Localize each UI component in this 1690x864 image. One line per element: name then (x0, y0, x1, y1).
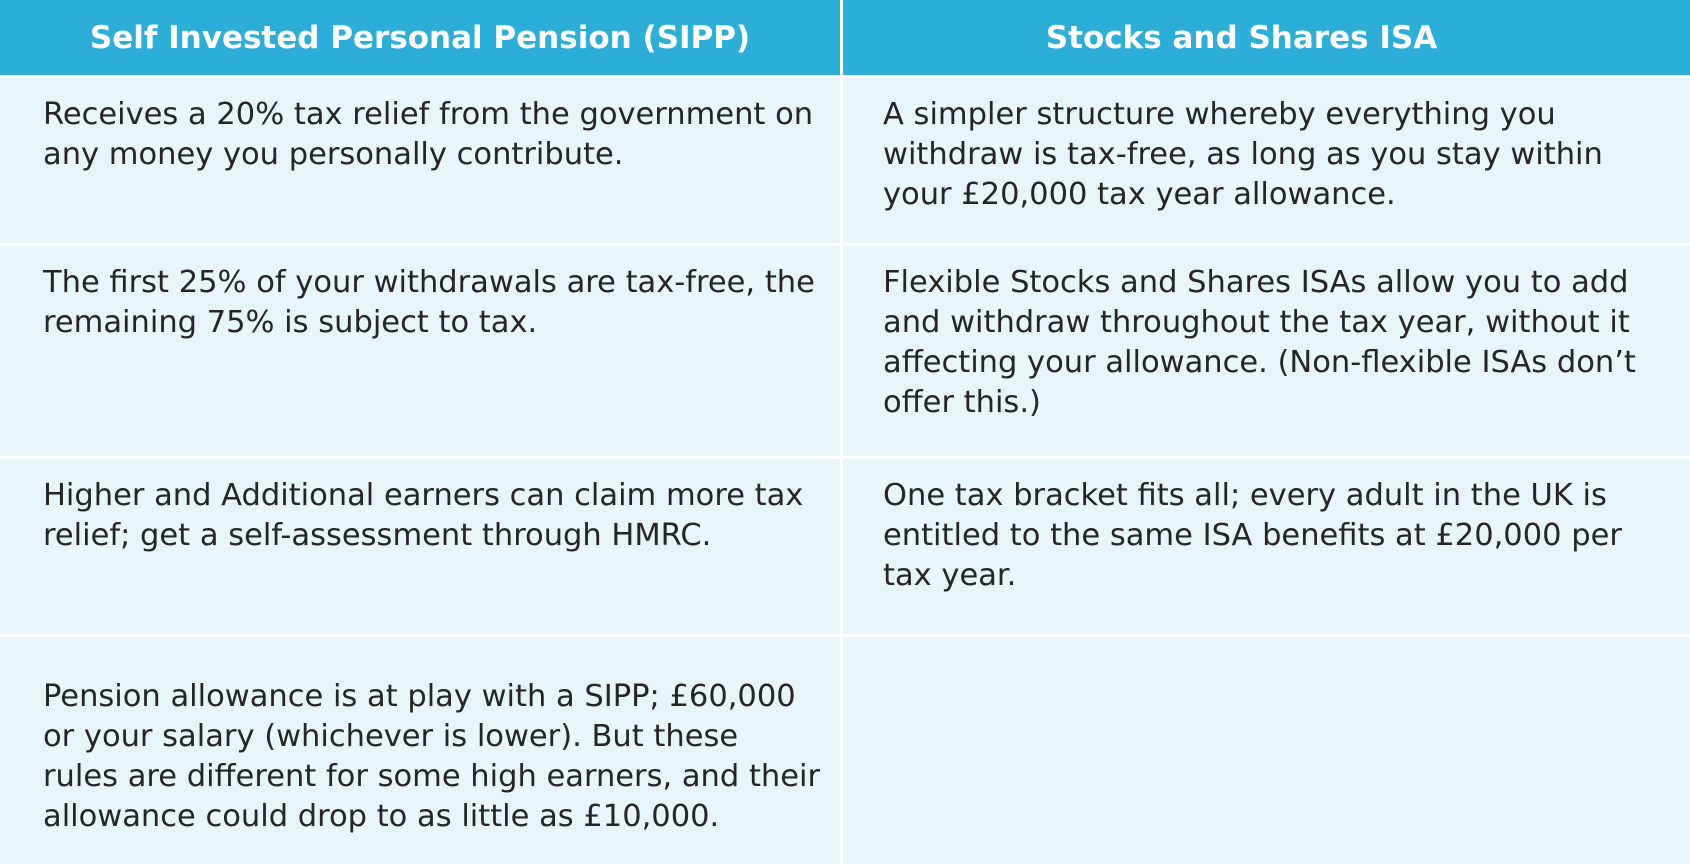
cell-isa: A simpler structure whereby everything you withdraw is tax-free, as long as you stay within your £20,000 tax year allowance. (843, 78, 1690, 243)
table-row (0, 456, 1690, 634)
cell-sipp: Pension allowance is at play with a SIPP; £60,000 or your salary (whichever is lower). But these rules are different for some high earners, and their allowance could drop to as little as £10,000. (0, 637, 843, 864)
table-row (0, 634, 1690, 864)
cell-sipp: The first 25% of your withdrawals are tax-free, the remaining 75% is subject to tax. (0, 246, 843, 456)
cell-sipp: Receives a 20% tax relief from the government on any money you personally contribute. (0, 78, 843, 243)
cell-sipp: Higher and Additional earners can claim more tax relief; get a self-assessment through HMRC. (0, 459, 843, 634)
table-header-row (0, 0, 1690, 75)
header-isa: Stocks and Shares ISA (843, 0, 1690, 75)
cell-isa: One tax bracket fits all; every adult in the UK is entitled to the same ISA benefits at £20,000 per tax year. (843, 459, 1690, 634)
header-sipp: Self Invested Personal Pension (SIPP) (0, 0, 843, 75)
table-row (0, 75, 1690, 243)
table-row (0, 243, 1690, 456)
cell-isa-empty (843, 637, 1690, 864)
cell-isa: Flexible Stocks and Shares ISAs allow you to add and withdraw throughout the tax year, without it affecting your allowance. (Non-flexible ISAs don’t offer this.) (843, 246, 1690, 456)
